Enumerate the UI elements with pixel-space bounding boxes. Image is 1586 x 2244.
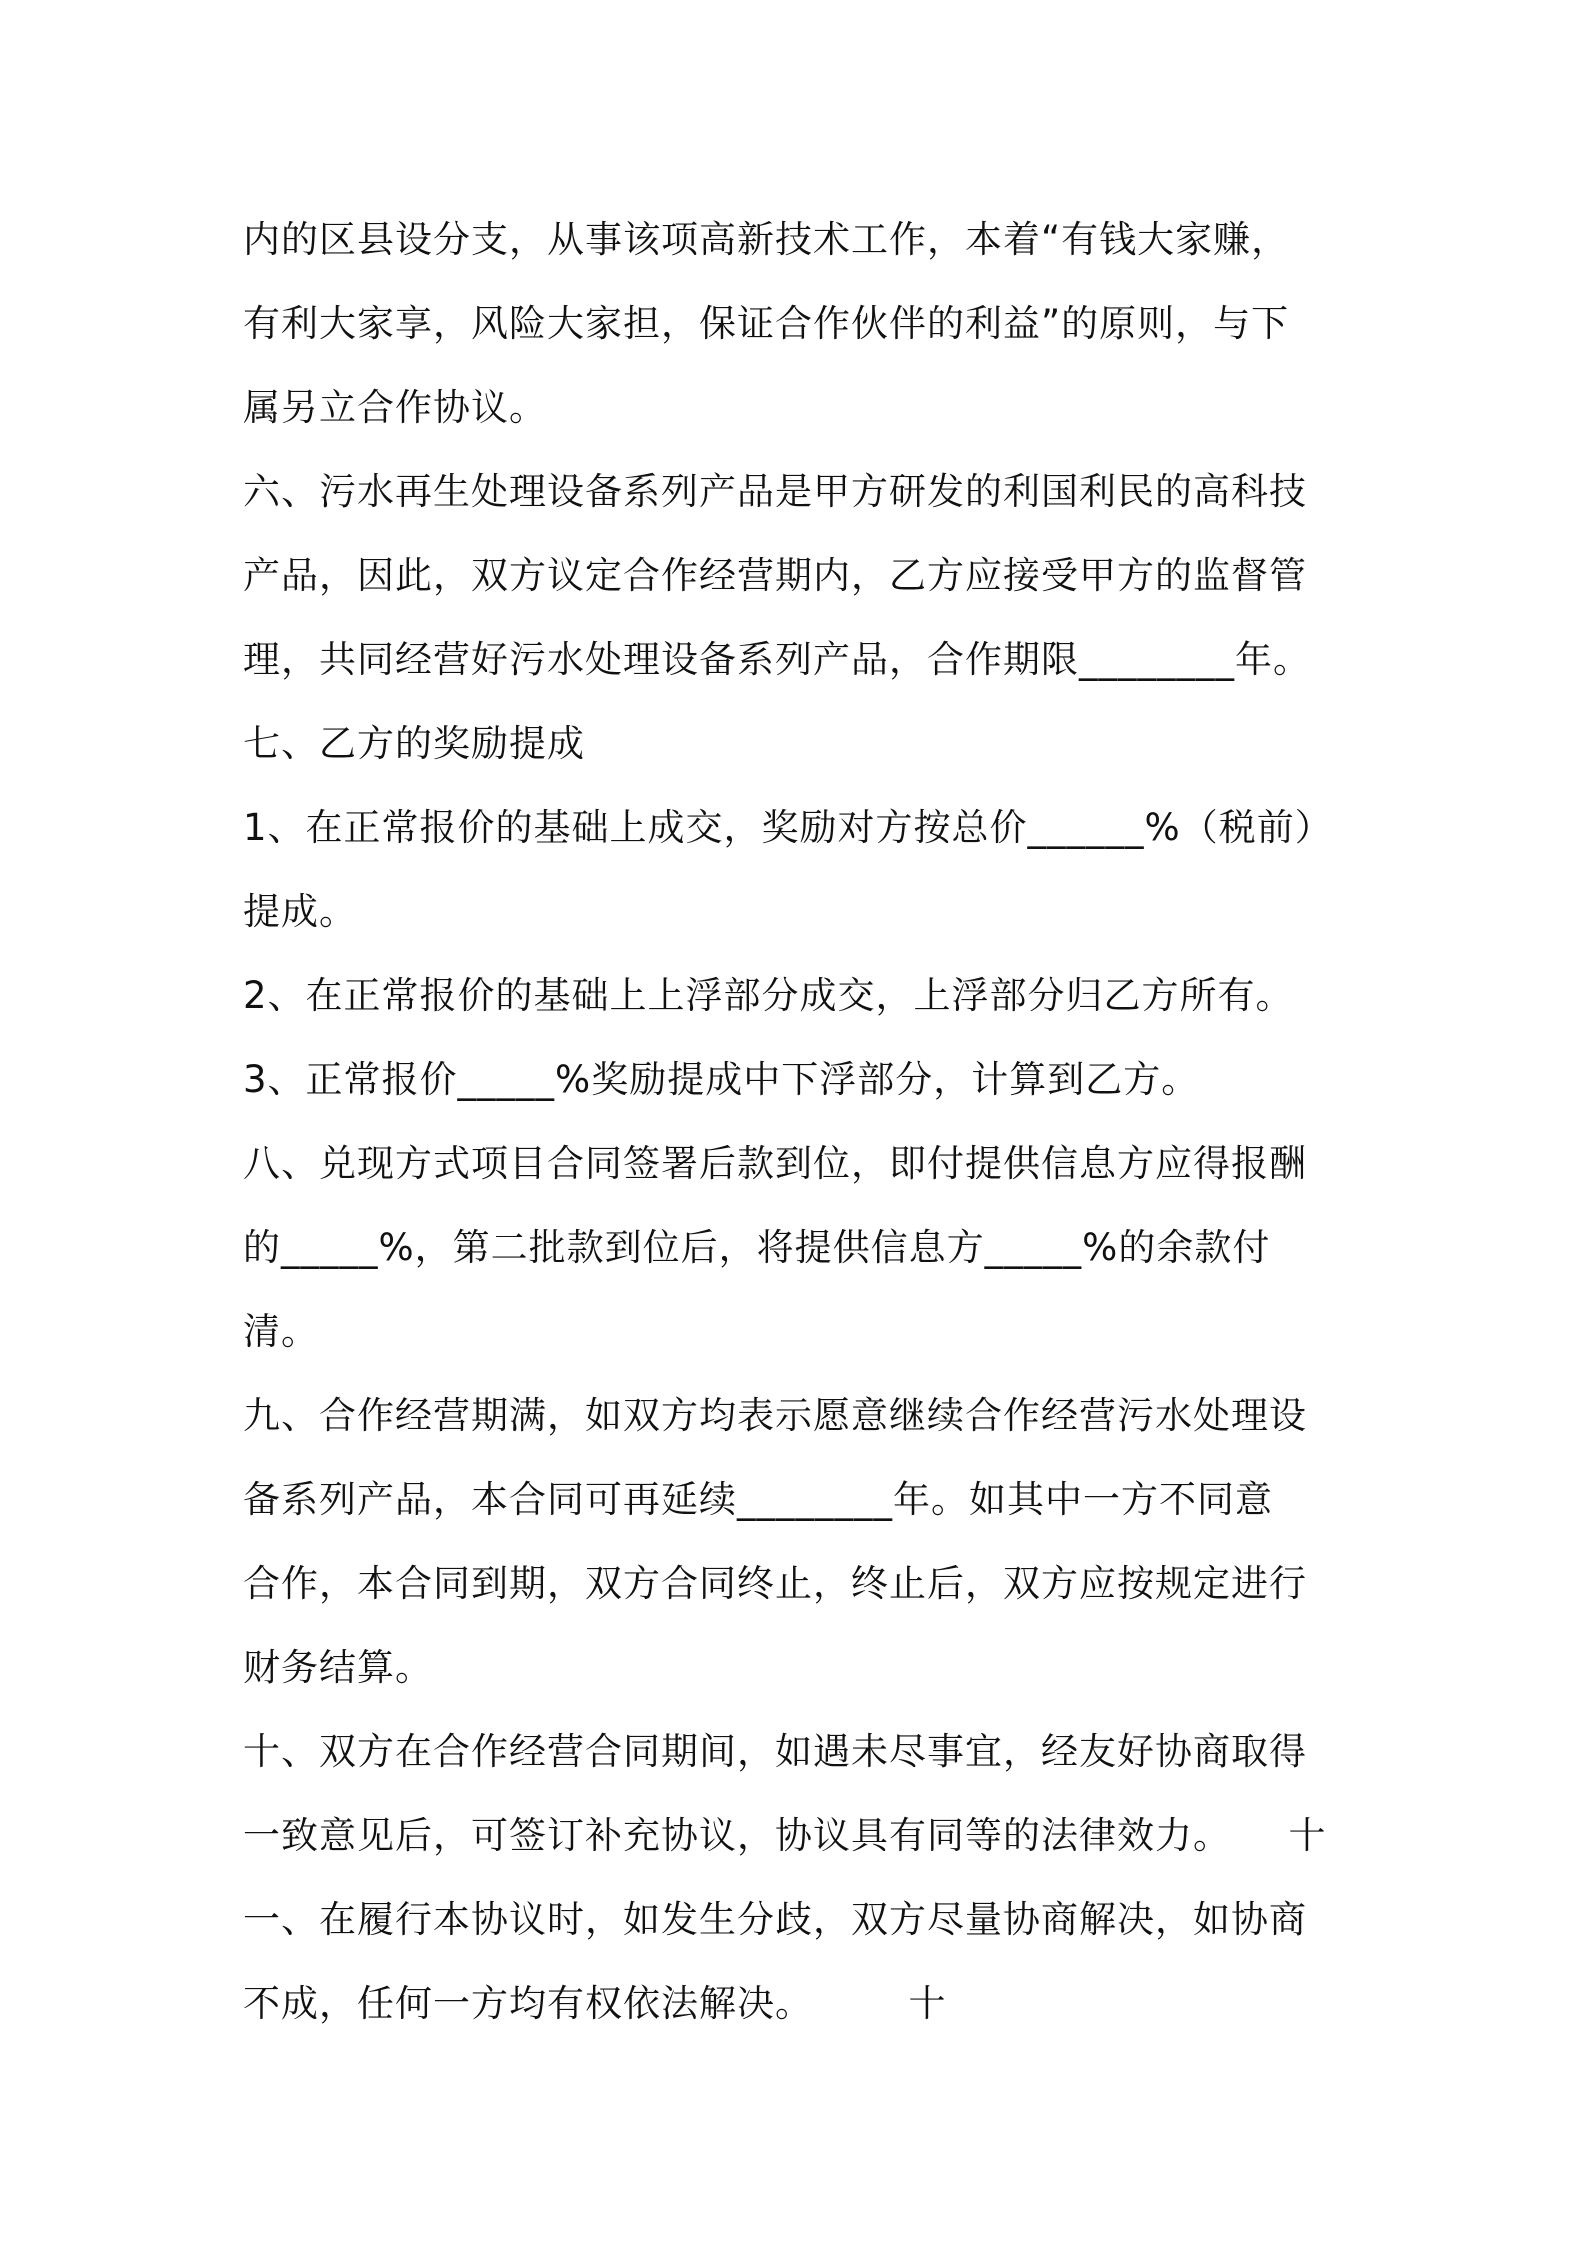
clause-10-line-1: 十、双方在合作经营合同期间，如遇未尽事宜，经友好协商取得 <box>243 1730 1307 1773</box>
clause-6-line-2: 产品，因此，双方议定合作经营期内，乙方应接受甲方的监督管 <box>243 554 1307 597</box>
text-line-3: 属另立合作协议。 <box>243 386 547 429</box>
clause-8-line-1: 八、兑现方式项目合同签署后款到位，即付提供信息方应得报酬 <box>243 1142 1307 1185</box>
clause-9-line-4: 财务结算。 <box>243 1646 433 1689</box>
text-line-1: 内的区县设分支，从事该项高新技术工作，本着“有钱大家赚， <box>243 218 1290 261</box>
clause-9-line-3: 合作，本合同到期，双方合同终止，终止后，双方应按规定进行 <box>243 1562 1307 1605</box>
clause-9-line-2: 备系列产品，本合同可再延续________年。如其中一方不同意 <box>243 1478 1273 1521</box>
clause-11-line-2: 不成，任何一方均有权依法解决。 十 <box>243 1982 947 2025</box>
clause-6-line-1: 六、污水再生处理设备系列产品是甲方研发的利国利民的高科技 <box>243 470 1307 513</box>
clause-7-item-1-line-1: 1、在正常报价的基础上成交，奖励对方按总价______%（税前） <box>243 806 1333 849</box>
clause-7-heading: 七、乙方的奖励提成 <box>243 722 585 765</box>
clause-7-item-1-line-2: 提成。 <box>243 890 357 933</box>
text-line-2: 有利大家享，风险大家担，保证合作伙伴的利益”的原则，与下 <box>243 302 1290 345</box>
contract-text-body <box>243 198 1363 2046</box>
clause-9-line-1: 九、合作经营期满，如双方均表示愿意继续合作经营污水处理设 <box>243 1394 1307 1437</box>
clause-11-line-1: 一、在履行本协议时，如发生分歧，双方尽量协商解决，如协商 <box>243 1898 1307 1941</box>
clause-6-line-3: 理，共同经营好污水处理设备系列产品，合作期限________年。 <box>243 638 1311 681</box>
clause-8-line-3: 清。 <box>243 1310 319 1353</box>
clause-7-item-2: 2、在正常报价的基础上上浮部分成交，上浮部分归乙方所有。 <box>243 974 1294 1017</box>
clause-7-item-3: 3、正常报价_____%奖励提成中下浮部分，计算到乙方。 <box>243 1058 1200 1101</box>
clause-8-line-2: 的_____%，第二批款到位后，将提供信息方_____%的余款付 <box>243 1226 1271 1269</box>
clause-10-line-2: 一致意见后，可签订补充协议，协议具有同等的法律效力。 十 <box>243 1814 1327 1857</box>
